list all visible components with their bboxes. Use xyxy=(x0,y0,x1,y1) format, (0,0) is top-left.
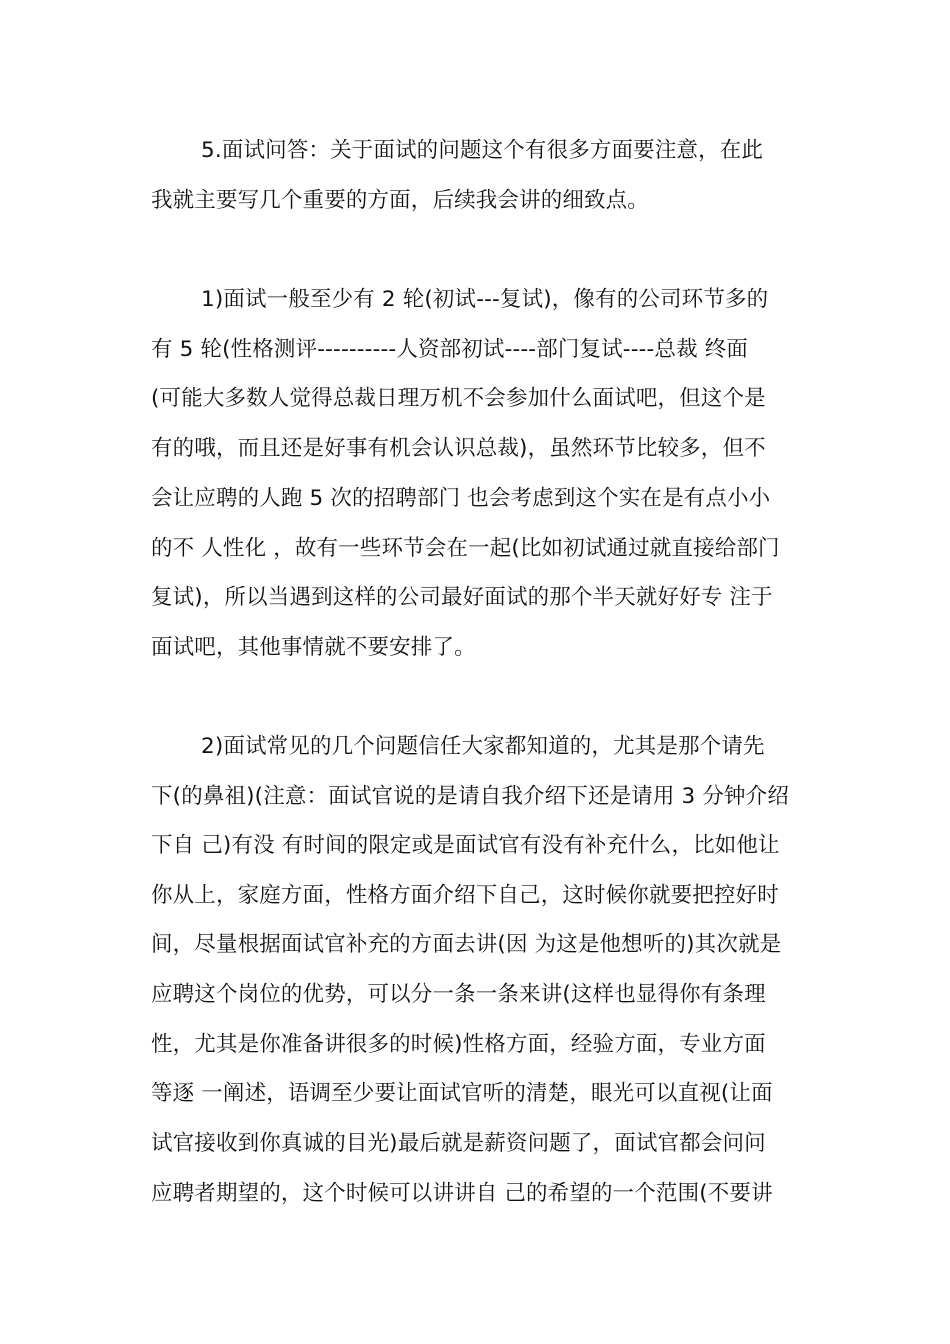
paragraph-3-line-10: 应聘者期望的，这个时候可以讲讲自 己的希望的一个范围(不要讲 xyxy=(151,1181,773,1206)
paragraph-2-line-3: (可能大多数人觉得总裁日理万机不会参加什么面试吧，但这个是 xyxy=(151,386,766,411)
paragraph-3-line-8: 等逐 一阐述，语调至少要让面试官听的清楚，眼光可以直视(让面 xyxy=(151,1081,773,1106)
paragraph-1-line-1: 5.面试问答：关于面试的问题这个有很多方面要注意，在此 xyxy=(201,138,764,163)
paragraph-2-line-8: 面试吧，其他事情就不要安排了。 xyxy=(151,635,476,660)
paragraph-3-line-6: 应聘这个岗位的优势，可以分一条一条来讲(这样也显得你有条理 xyxy=(151,982,766,1007)
paragraph-3-line-1: 2)面试常见的几个问题信任大家都知道的，尤其是那个请先 xyxy=(201,734,765,759)
paragraph-2-line-6: 的不 人性化 ，故有一些环节会在一起(比如初试通过就直接给部门 xyxy=(151,536,780,561)
paragraph-2-line-2: 有 5 轮(性格测评----------人资部初试----部门复试----总裁 终面 xyxy=(151,337,749,362)
paragraph-1-line-2: 我就主要写几个重要的方面，后续我会讲的细致点。 xyxy=(151,188,649,213)
paragraph-3-line-5: 间，尽量根据面试官补充的方面去讲(因 为这是他想听的)其次就是 xyxy=(151,932,782,957)
paragraph-2-line-1: 1)面试一般至少有 2 轮(初试---复试)，像有的公司环节多的 xyxy=(201,287,769,312)
paragraph-3-line-9: 试官接收到你真诚的目光)最后就是薪资问题了，面试官都会问问 xyxy=(151,1131,766,1156)
paragraph-2-line-4: 有的哦，而且还是好事有机会认识总裁)，虽然环节比较多，但不 xyxy=(151,436,766,461)
paragraph-3-line-3: 下自 己)有没 有时间的限定或是面试官有没有补充什么，比如他让 xyxy=(151,833,780,858)
paragraph-2-line-7: 复试)，所以当遇到这样的公司最好面试的那个半天就好好专 注于 xyxy=(151,585,773,610)
paragraph-3-line-4: 你从上，家庭方面，性格方面介绍下自己，这时候你就要把控好时 xyxy=(151,883,779,908)
paragraph-3-line-7: 性，尤其是你准备讲很多的时候)性格方面，经验方面，专业方面 xyxy=(151,1032,766,1057)
paragraph-2-line-5: 会让应聘的人跑 5 次的招聘部门 也会考虑到这个实在是有点小小 xyxy=(151,486,771,511)
paragraph-3-line-2: 下(的鼻祖)(注意：面试官说的是请自我介绍下还是请用 3 分钟介绍 xyxy=(151,784,789,809)
